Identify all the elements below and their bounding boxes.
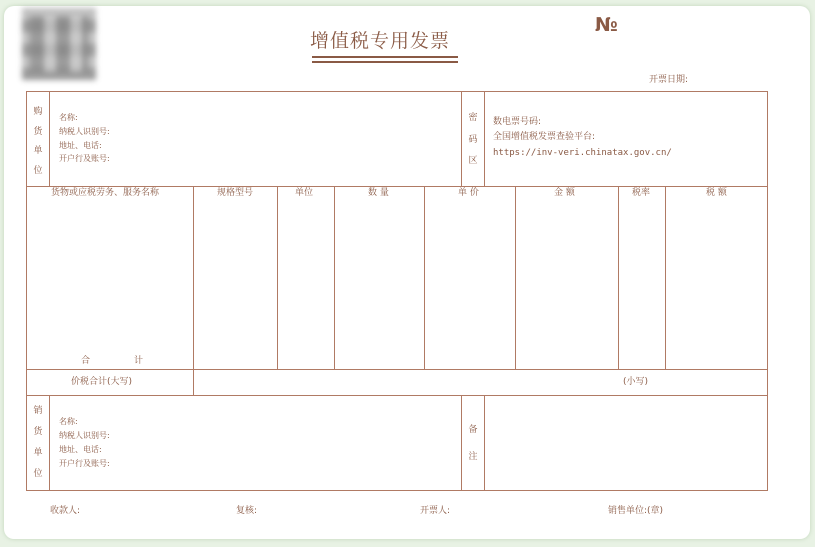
- seller-address-label: 地址、电话:: [59, 445, 102, 454]
- remarks-side-label: 备 注: [468, 425, 478, 462]
- footer-seller-unit-label: 销售单位:(章): [608, 506, 664, 516]
- e-invoice-number-label: 数电票号码:: [493, 117, 542, 127]
- rule-totals-sep: [193, 369, 194, 395]
- header-tax-amount: 税 额: [706, 188, 727, 198]
- rule-cipher-label-sep: [484, 92, 485, 186]
- rule-col-7: [665, 186, 666, 369]
- total-capital-label: 价税合计(大写): [71, 377, 133, 387]
- seller-side-label: 销 货 单 位: [33, 406, 43, 479]
- rule-seller-remarks-sep: [461, 395, 462, 490]
- seller-bank-label: 开户行及账号:: [59, 459, 110, 468]
- footer-drawer-label: 开票人:: [420, 506, 451, 516]
- header-amount: 金 额: [554, 188, 575, 198]
- footer-reviewer-label: 复核:: [236, 506, 258, 516]
- total-label-ji: 计: [134, 356, 144, 366]
- seller-name-label: 名称:: [59, 417, 78, 426]
- verify-platform-label: 全国增值税发票查验平台:: [493, 132, 596, 142]
- rule-buyer-cipher-sep: [461, 92, 462, 186]
- invoice-title: 增值税专用发票: [310, 30, 451, 52]
- issue-date-label: 开票日期:: [649, 75, 689, 85]
- rule-col-3: [334, 186, 335, 369]
- total-small-label: (小写): [623, 377, 649, 387]
- rule-buyer-label-sep: [49, 92, 50, 186]
- invoice-number-mark: №: [595, 14, 618, 36]
- title-underline-bottom: [312, 61, 458, 63]
- verify-url[interactable]: https://inv-veri.chinatax.gov.cn/: [493, 148, 672, 158]
- footer-payee-label: 收款人:: [50, 506, 81, 516]
- buyer-tax-id-label: 纳税人识别号:: [59, 127, 110, 136]
- buyer-side-label: 购 货 单 位: [33, 107, 43, 176]
- header-goods-name: 货物或应税劳务、服务名称: [51, 188, 160, 198]
- rule-totals-bottom: [27, 395, 767, 396]
- buyer-name-label: 名称:: [59, 113, 78, 122]
- rule-col-6: [618, 186, 619, 369]
- rule-remarks-label-sep: [484, 395, 485, 490]
- header-quantity: 数 量: [368, 188, 389, 198]
- title-underline-top: [312, 56, 458, 58]
- cipher-side-label: 密 码 区: [468, 113, 478, 166]
- seller-tax-id-label: 纳税人识别号:: [59, 431, 110, 440]
- header-unit: 单位: [295, 188, 314, 198]
- qr-code-blurred: [22, 8, 96, 80]
- header-spec: 规格型号: [217, 188, 254, 198]
- invoice-sheet: [4, 6, 810, 539]
- rule-col-4: [424, 186, 425, 369]
- header-tax-rate: 税率: [632, 188, 651, 198]
- rule-col-2: [277, 186, 278, 369]
- header-unit-price: 单 价: [458, 188, 479, 198]
- rule-items-bottom: [27, 369, 767, 370]
- rule-col-5: [515, 186, 516, 369]
- rule-seller-label-sep: [49, 395, 50, 490]
- rule-col-1: [193, 186, 194, 369]
- buyer-bank-label: 开户行及账号:: [59, 154, 110, 163]
- total-label-he: 合: [81, 356, 91, 366]
- invoice-grid: [26, 91, 768, 491]
- rule-buyer-bottom: [27, 186, 767, 187]
- buyer-address-label: 地址、电话:: [59, 141, 102, 150]
